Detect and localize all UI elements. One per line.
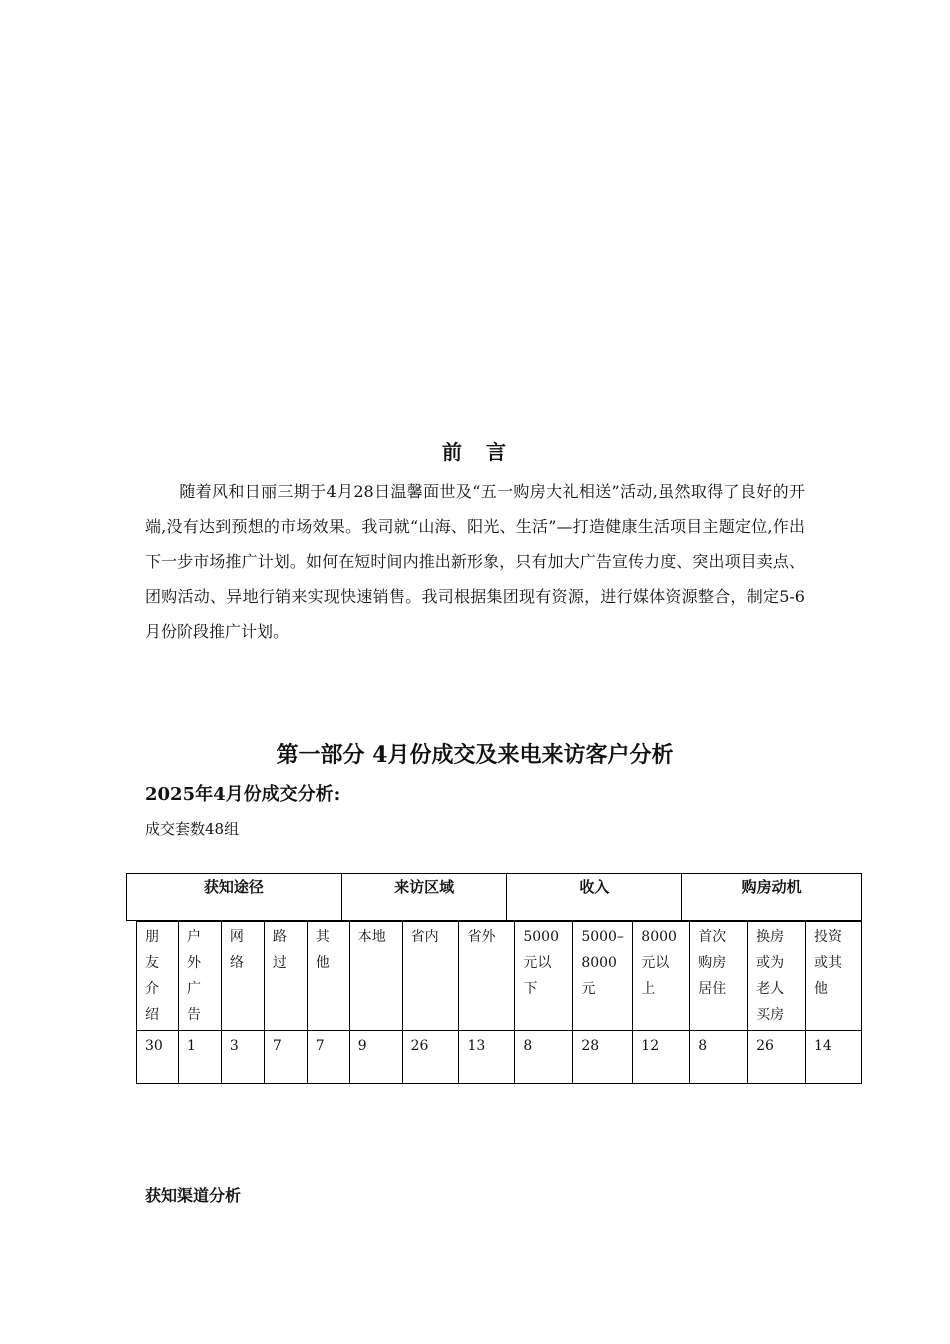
- col-label-internet: 网络: [221, 922, 264, 1031]
- preface-text: 随着风和日丽三期于4月28日温馨面世及“五一购房大礼相送”活动,虽然取得了良好的开端,没有达到预想的市场效果。我司就“山海、阳光、生活”—打造健康生活项目主题定位,作出下一步市场推广计划。如何在短时间内推出新形象，只有加大广告宣传力度、突出项目卖点、团购活动、异地行销来实现快速销售。我司根据集团现有资源，进行媒体资源整合，制定5-6月份阶段推广计划。: [145, 482, 805, 641]
- cell-value: 28: [573, 1031, 633, 1084]
- cell-value: 30: [137, 1031, 179, 1084]
- channel-analysis-title: 获知渠道分析: [145, 1186, 242, 1205]
- preface-title: 前 言: [442, 440, 508, 464]
- col-label-local: 本地: [349, 922, 402, 1031]
- col-label-out-province: 省外: [459, 922, 515, 1031]
- col-label-investment: 投资或其他: [806, 922, 862, 1031]
- cell-value: 3: [221, 1031, 264, 1084]
- col-label-in-province: 省内: [402, 922, 459, 1031]
- cell-value: 1: [178, 1031, 221, 1084]
- col-label-income-low: 5000元以下: [515, 922, 573, 1031]
- group-header-channel: 获知途径: [127, 874, 342, 921]
- cell-value: 14: [806, 1031, 862, 1084]
- deal-analysis-table: [136, 921, 862, 1084]
- cell-value: 26: [402, 1031, 459, 1084]
- group-header-income: 收入: [507, 874, 682, 921]
- group-header-motive: 购房动机: [682, 874, 862, 921]
- cell-value: 7: [264, 1031, 307, 1084]
- cell-value: 9: [349, 1031, 402, 1084]
- cell-value: 26: [748, 1031, 806, 1084]
- col-label-income-mid: 5000–8000元: [573, 922, 633, 1031]
- table-row-labels: [137, 922, 862, 1031]
- preface-paragraph: [145, 474, 805, 649]
- cell-value: 8: [515, 1031, 573, 1084]
- deal-count: 成交套数48组: [145, 820, 240, 838]
- col-label-other-channel: 其他: [307, 922, 349, 1031]
- cell-value: 12: [633, 1031, 690, 1084]
- col-label-upgrade-home: 换房或为老人买房: [748, 922, 806, 1031]
- col-label-income-high: 8000元以上: [633, 922, 690, 1031]
- col-label-outdoor-ad: 户外广告: [178, 922, 221, 1031]
- table-group-header: [126, 873, 862, 921]
- col-label-passing: 路过: [264, 922, 307, 1031]
- group-header-region: 来访区域: [341, 874, 507, 921]
- col-label-first-home: 首次购房居住: [690, 922, 748, 1031]
- part-one-title: 第一部分 4月份成交及来电来访客户分析: [276, 742, 674, 768]
- col-label-friend: 朋友介绍: [137, 922, 179, 1031]
- cell-value: 7: [307, 1031, 349, 1084]
- table-row-values: [137, 1031, 862, 1084]
- cell-value: 8: [690, 1031, 748, 1084]
- cell-value: 13: [459, 1031, 515, 1084]
- analysis-title: 2025年4月份成交分析:: [145, 784, 341, 805]
